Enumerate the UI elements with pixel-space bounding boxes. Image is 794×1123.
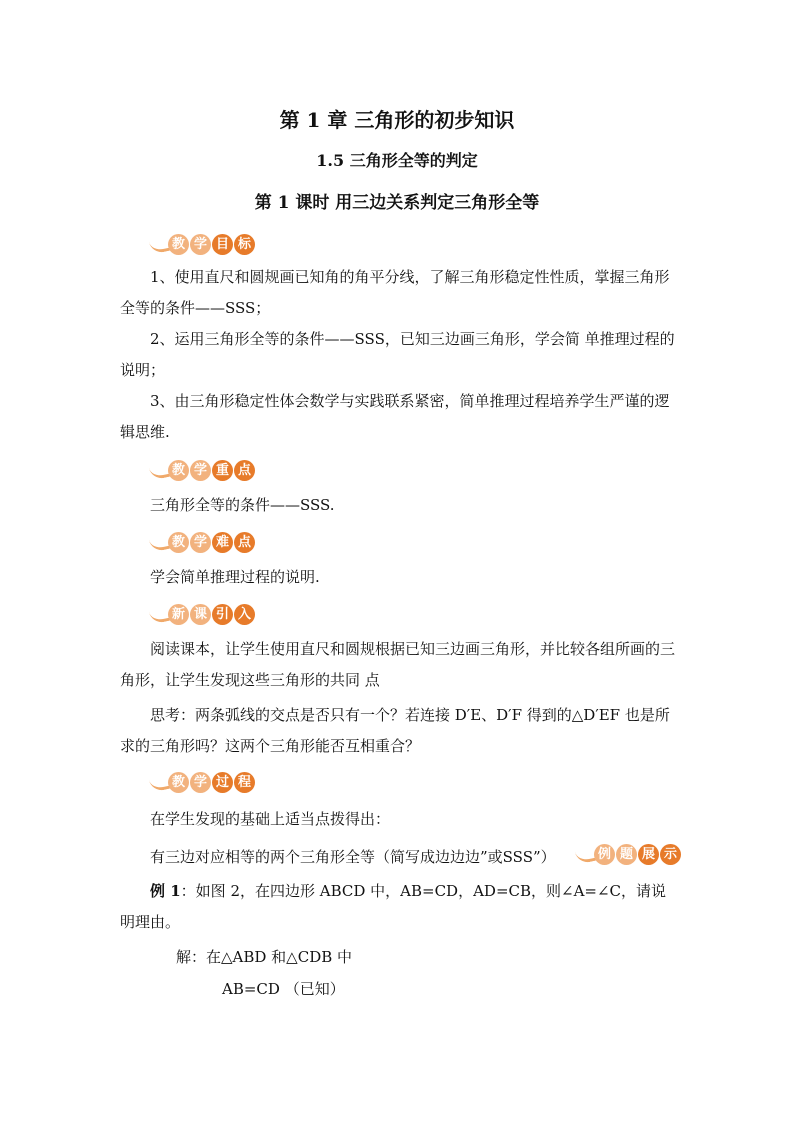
goal-3: 3、由三角形稳定性体会数学与实践联系紧密，简单推理过程培养学生严谨的逻辑思维. [120,392,670,441]
badge-char: 教 [168,460,189,481]
badge-char: 题 [616,844,637,865]
badge-char: 点 [234,460,255,481]
badge-char: 点 [234,532,255,553]
badge-char: 学 [190,532,211,553]
badge-char: 学 [190,460,211,481]
badge-key-points [158,458,256,482]
badge-char: 课 [190,604,211,625]
badge-char: 例 [594,844,615,865]
example-1 [120,876,676,938]
intro-question: 思考：两条弧线的交点是否只有一个？若连接 D′E、D′F 得到的△D′EF 也是所求的三角形吗？这两个三角形能否互相重合？ [120,706,670,755]
section-title: 1.5 三角形全等的判定 [316,151,478,170]
badge-char: 标 [234,234,255,255]
badge-char: 引 [212,604,233,625]
badge-char: 学 [190,772,211,793]
badge-char: 程 [234,772,255,793]
solution-line-1: 解：在△ABD 和△CDB 中 [176,948,353,966]
goal-2: 2、运用三角形全等的条件——SSS，已知三边画三角形，学会简 单推理过程的说明； [120,330,675,379]
badge-char: 示 [660,844,681,865]
difficulty-text: 学会简单推理过程的说明. [150,568,320,586]
badge-char: 新 [168,604,189,625]
chapter-title: 第 1 章 三角形的初步知识 [279,108,515,132]
solution-line-2: AB=CD （已知） [222,980,345,998]
key-point-text: 三角形全等的条件——SSS. [150,496,335,514]
badge-teaching-goals [158,232,256,256]
lesson-title: 第 1 课时 用三边关系判定三角形全等 [254,193,540,213]
badge-char: 学 [190,234,211,255]
badge-example-display [584,842,682,866]
badge-char: 教 [168,772,189,793]
badge-difficulties [158,530,256,554]
badge-teaching-process [158,770,256,794]
badge-char: 目 [212,234,233,255]
example-label: 例 1 [150,882,181,900]
badge-char: 教 [168,532,189,553]
example-text: ：如图 2，在四边形 ABCD 中，AB=CD，AD=CB，则∠A=∠C，请说明理由。 [120,882,667,931]
goal-1: 1、使用直尺和圆规画已知角的角平分线，了解三角形稳定性性质，掌握三角形全等的条件——SSS； [120,268,670,317]
process-text: 在学生发现的基础上适当点拨得出： [150,810,391,828]
badge-char: 过 [212,772,233,793]
badge-new-lesson [158,602,256,626]
badge-char: 入 [234,604,255,625]
badge-char: 教 [168,234,189,255]
badge-char: 重 [212,460,233,481]
intro-paragraph: 阅读课本，让学生使用直尺和圆规根据已知三边画三角形，并比较各组所画的三角形，让学生发现这些三角形的共同 点 [120,640,676,689]
sss-rule: 有三边对应相等的两个三角形全等（简写成边边边”或SSS”） [150,848,556,866]
badge-char: 展 [638,844,659,865]
badge-char: 难 [212,532,233,553]
